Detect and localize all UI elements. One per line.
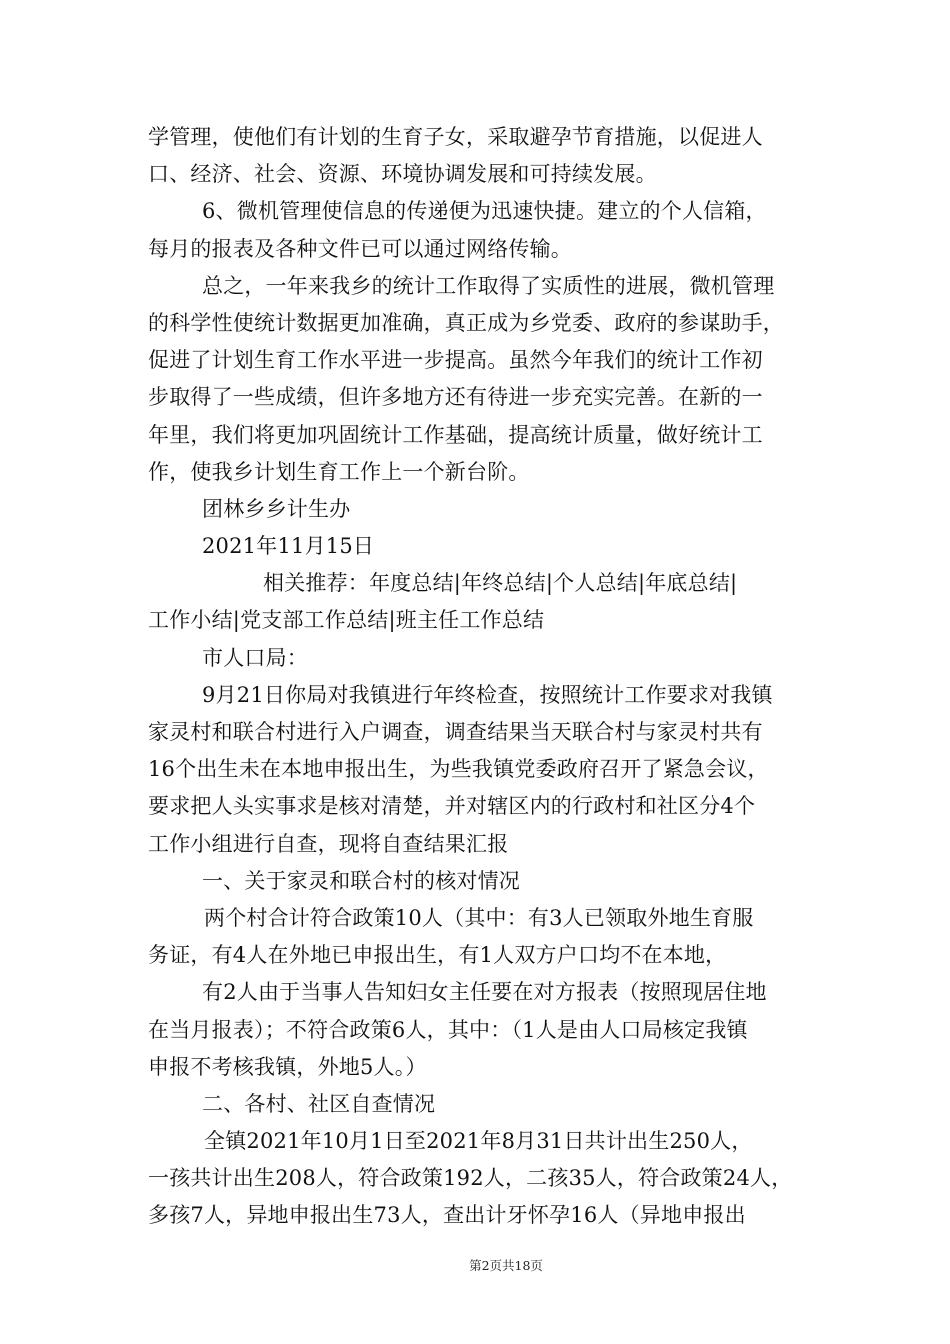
signature-date: 2021年11月15日 (202, 534, 375, 559)
text-line: 6、微机管理使信息的传递便为迅速快捷。建立的个人信箱， (202, 199, 767, 224)
text-line: 年里，我们将更加巩固统计工作基础，提高统计质量，做好统计工 (148, 422, 763, 447)
text-line: 家灵村和联合村进行入户调查，调查结果当天联合村与家灵村共有 (148, 720, 763, 744)
text-line: 申报不考核我镇，外地5人。） (148, 1054, 427, 1079)
text-line: 促进了计划生育工作水平进一步提高。虽然今年我们的统计工作初 (148, 348, 763, 373)
text-line: 在当月报表）；不符合政策6人，其中：（1人是由人口局核定我镇 (148, 1017, 748, 1042)
text-line: 学管理，使他们有计划的生育子女，采取避孕节育措施，以促进人 (148, 125, 763, 149)
text-line: 步取得了一些成绩，但许多地方还有待进一步充实完善。在新的一 (148, 385, 763, 410)
text-line: 的科学性使统计数据更加准确，真正成为乡党委、政府的参谋助手， (148, 310, 784, 335)
text-line: 要求把人头实事求是核对清楚，并对辖区内的行政村和社区分4个 (148, 794, 756, 819)
text-line: 每月的报表及各种文件已可以通过网络传输。 (148, 236, 572, 261)
document-body (148, 119, 808, 1235)
related-recommendations-cont: 工作小结|党支部工作总结|班主任工作总结 (148, 608, 545, 633)
text-line: 作，使我乡计划生育工作上一个新台阶。 (148, 459, 530, 484)
text-line: 总之，一年来我乡的统计工作取得了实质性的进展，微机管理 (202, 273, 775, 298)
text-line: 全镇2021年10月1日至2021年8月31日共计出生250人， (204, 1129, 753, 1154)
section-heading: 一、关于家灵和联合村的核对情况 (202, 868, 520, 893)
related-recommendations: 相关推荐：年度总结|年终总结|个人总结|年底总结| (263, 571, 738, 596)
text-line: 口、经济、社会、资源、环境协调发展和可持续发展。 (148, 162, 657, 187)
text-line: 两个村合计符合政策10人（其中：有3人已领取外地生育服 (204, 905, 754, 930)
text-line: 一孩共计出生208人，符合政策192人，二孩35人，符合政策24人， (148, 1166, 793, 1191)
text-line: 多孩7人，异地申报出生73人，查出计牙怀孕16人（异地申报出 (148, 1203, 746, 1228)
text-line: 16个出生未在本地申报出生，为些我镇党委政府召开了紧急会议， (148, 757, 769, 782)
text-line: 有2人由于当事人告知妇女主任要在对方报表（按照现居住地 (202, 980, 767, 1005)
text-line: 9月21日你局对我镇进行年终检查，按照统计工作要求对我镇 (202, 682, 773, 707)
addressee: 市人口局： (202, 645, 308, 670)
signature-org: 团林乡乡计生办 (202, 496, 351, 521)
section-heading: 二、各村、社区自查情况 (202, 1091, 436, 1116)
text-line: 工作小组进行自查，现将自查结果汇报 (148, 831, 509, 856)
text-line: 务证，有4人在外地已申报出生，有1人双方户口均不在本地， (148, 943, 727, 968)
page-number: 第2页共18页 (469, 1258, 543, 1273)
